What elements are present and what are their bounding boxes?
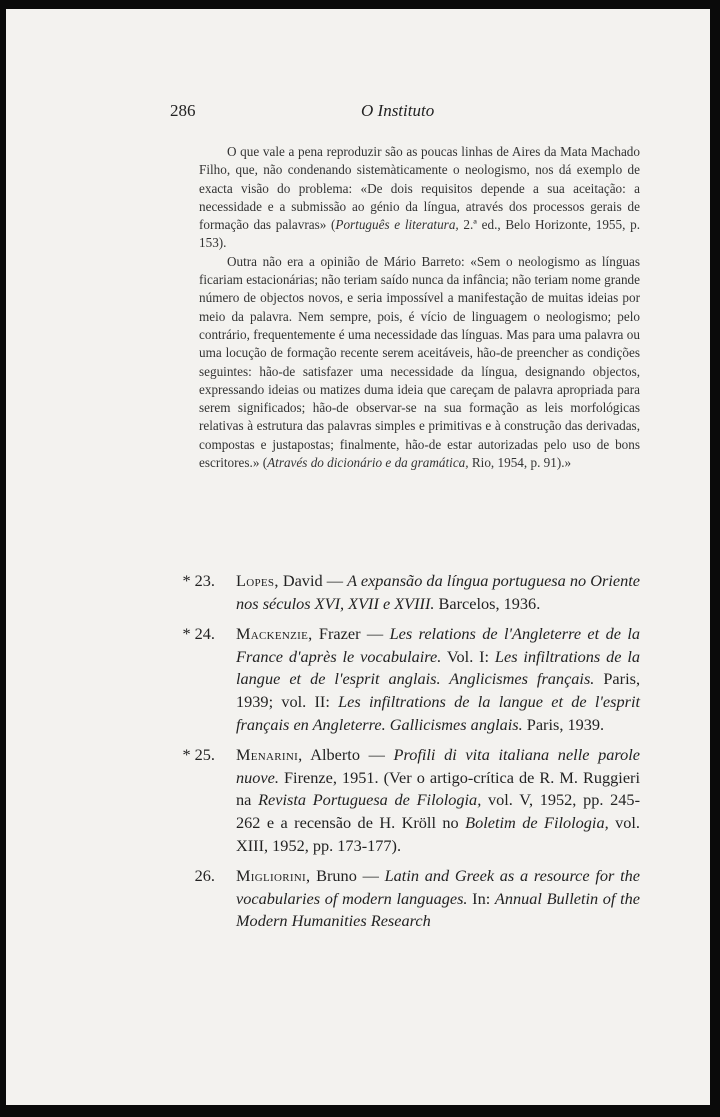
scanned-page xyxy=(6,9,710,1105)
reference-entry-23: * 23. Lopes, David — A expansão da língua portuguesa no Oriente nos séculos XVI, XVII e XVIII. Barcelos, 1936. xyxy=(165,570,640,615)
reference-entry-26: 26. Migliorini, Bruno — Latin and Greek as a resource for the vocabularies of modern languages. In: Annual Bulletin of the Modern Humanities Research xyxy=(165,865,640,933)
reference-title: Latin and Greek as a resource for the vocabularies of modern languages. xyxy=(236,866,640,908)
running-title: O Instituto xyxy=(361,101,435,120)
reference-number: * 25. xyxy=(182,745,215,765)
quote-paragraph-2: Outra não era a opinião de Mário Barreto: «Sem o neologismo as línguas ficariam estacionárias; não teriam saído nunca da infância; não teriam nome grande número de objectos novos, e seria impossível a manifestação de muitas ideias por meio da palavra. Nem sempre, pois, é vício de linguagem o neologismo; pelo contrário, frequentemente é uma necessidade das línguas. Mas para uma palavra ou uma locução de formação recente serem aceitáveis, hão-de preencher as condições seguintes: hão-de satisfazer uma necessidade da língua, designando objectos, expressando ideias ou matizes duma ideia que careçam de palavra apropriada para serem significados; hão-de observar-se na sua formação as leis morfológicas relativas à estrutura das palavras simples e primitivas e à construção das derivadas, compostas e justapostas; finalmente, hão-de estar autorizadas pelo uso de bons escritores.» (Através do dicionário e da gramática, Rio, 1954, p. 91).» xyxy=(199,253,640,471)
reference-number: * 24. xyxy=(182,624,215,644)
reference-entry-24: * 24. Mackenzie, Frazer — Les relations de l'Angleterre et de la France d'après le vocabulaire. Vol. I: Les infiltrations de la langue et de l'esprit anglais. Anglicismes français. Paris, 1939; vol. II: Les infiltrations de la langue et de l'esprit français en Angleterre. Gallicismes anglais. Paris, 1939. xyxy=(165,623,640,736)
reference-list xyxy=(165,570,640,941)
reference-entry-25: * 25. Menarini, Alberto — Profili di vita italiana nelle parole nuove. Firenze, 1951. (Ver o artigo-crítica de R. M. Ruggieri na Revista Portuguesa de Filologia, vol. V, 1952, pp. 245-262 e a recensão de H. Kröll no Boletim de Filologia, vol. XIII, 1952, pp. 173-177). xyxy=(165,744,640,857)
reference-author: Migliorini, xyxy=(236,866,311,886)
reference-author: Mackenzie, xyxy=(236,624,313,644)
reference-title: Profili di vita italiana nelle parole nuove. xyxy=(236,745,640,787)
reference-author: Lopes, xyxy=(236,571,279,590)
reference-title: A expansão da língua portuguesa no Oriente nos séculos XVI, XVII e XVIII. xyxy=(236,571,640,613)
quotation-block xyxy=(199,143,640,472)
quote-paragraph-1: O que vale a pena reproduzir são as poucas linhas de Aires da Mata Machado Filho, que, não condenando sistemàticamente o neologismo, nos dá exemplo de exacta visão do problema: «De dois requisitos depende a sua aceitação: a necessidade e a submissão ao génio da língua, através dos processos gerais de formação das palavras» (Português e literatura, 2.ª ed., Belo Horizonte, 1955, p. 153). xyxy=(199,144,640,251)
reference-number: 26. xyxy=(194,866,215,886)
page-number: 286 xyxy=(170,101,196,120)
reference-title: Les relations de l'Angleterre et de la France d'après le vocabulaire. xyxy=(236,624,640,666)
reference-number: * 23. xyxy=(182,571,215,590)
reference-author: Menarini, xyxy=(236,745,303,765)
